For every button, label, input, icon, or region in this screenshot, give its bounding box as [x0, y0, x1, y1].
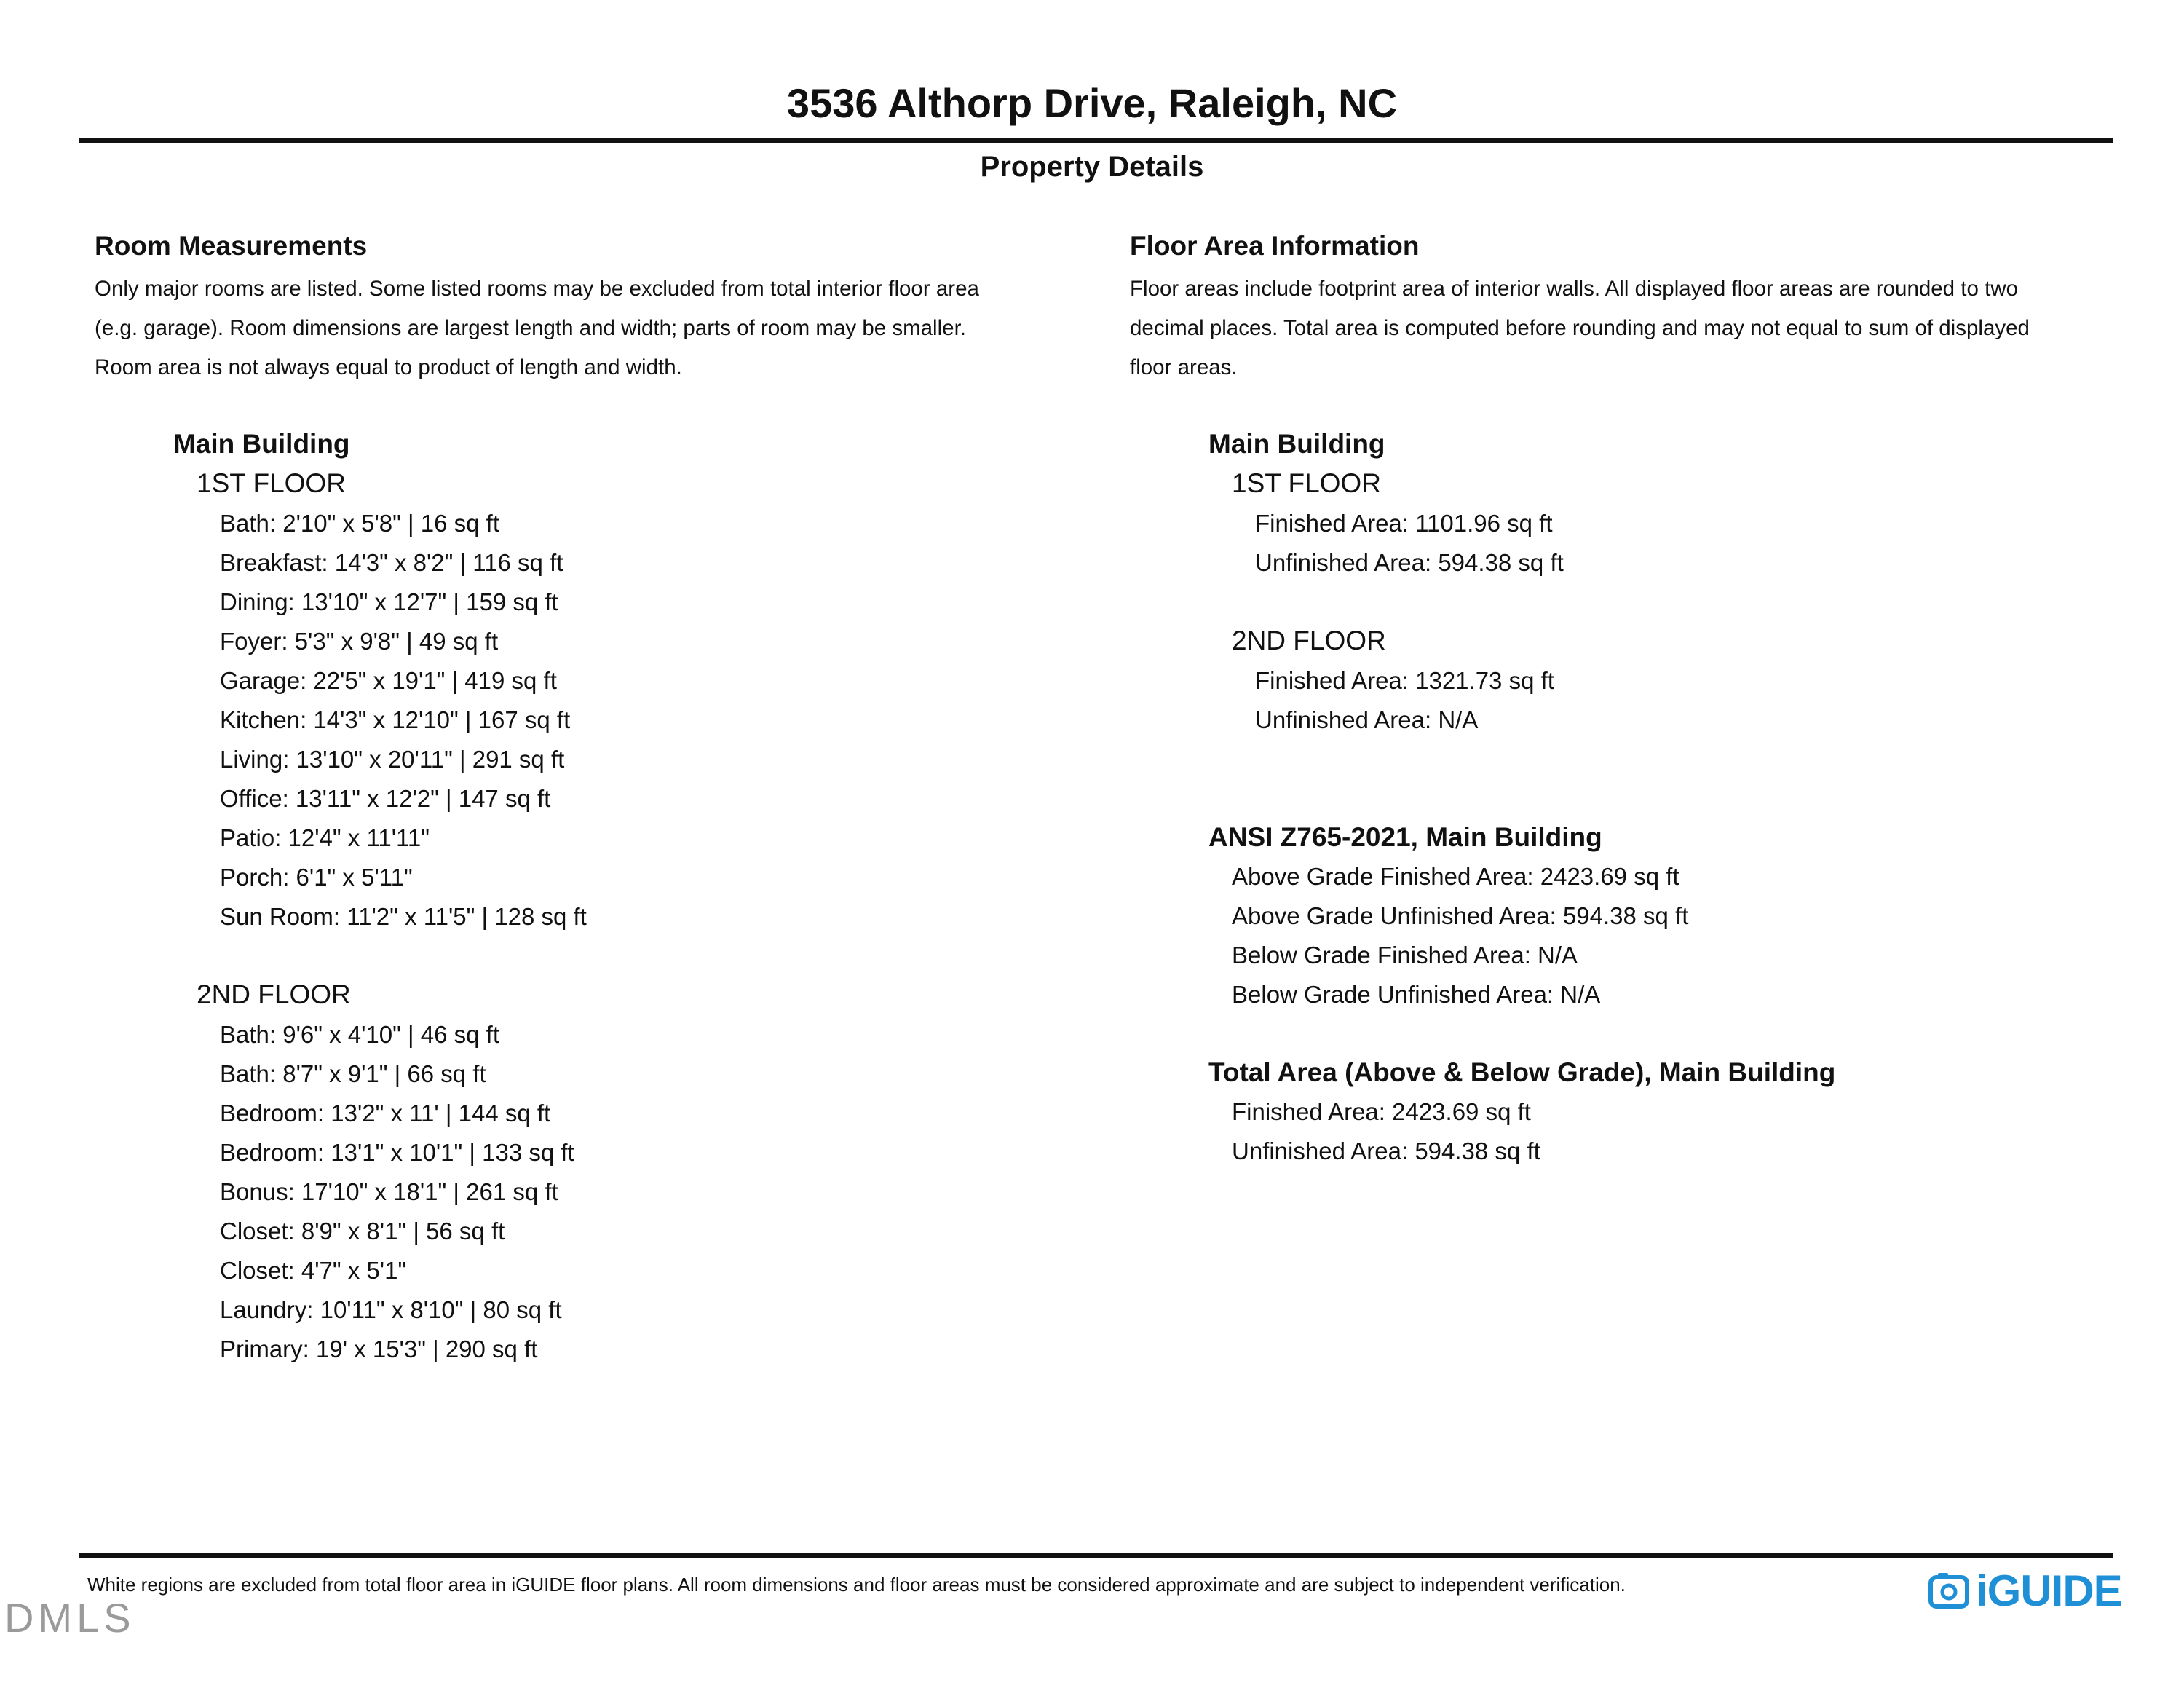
room-item: Breakfast: 14'3" x 8'2" | 116 sq ft [220, 549, 563, 576]
room-measurements-note [95, 269, 1143, 387]
area-item: Below Grade Unfinished Area: N/A [1232, 981, 1601, 1008]
note-line: (e.g. garage). Room dimensions are largest length and width; parts of room may be smaller. [95, 316, 966, 340]
room-item: Foyer: 5'3" x 9'8" | 49 sq ft [220, 628, 499, 655]
header-divider [79, 138, 2113, 143]
room-item: Living: 13'10" x 20'11" | 291 sq ft [220, 746, 565, 773]
rooms-floor-2-list [220, 1015, 574, 1369]
room-item: Closet: 4'7" x 5'1" [220, 1257, 407, 1284]
iguide-wordmark: iGUIDE [1976, 1566, 2122, 1615]
room-item: Bath: 9'6" x 4'10" | 46 sq ft [220, 1021, 499, 1048]
rooms-building-heading: Main Building [173, 429, 350, 459]
iguide-logo [1928, 1566, 2122, 1617]
note-line: Only major rooms are listed. Some listed rooms may be excluded from total interior floor area [95, 277, 979, 301]
room-item: Closet: 8'9" x 8'1" | 56 sq ft [220, 1218, 505, 1245]
area-floor-2-heading: 2ND FLOOR [1232, 626, 1386, 655]
area-item: Finished Area: 1101.96 sq ft [1255, 510, 1553, 537]
room-item: Primary: 19' x 15'3" | 290 sq ft [220, 1336, 538, 1362]
room-item: Office: 13'11" x 12'2" | 147 sq ft [220, 785, 551, 812]
area-item: Unfinished Area: 594.38 sq ft [1255, 549, 1564, 576]
note-line: Floor areas include footprint area of interior walls. All displayed floor areas are rounded to two [1130, 277, 2018, 301]
area-item: Unfinished Area: N/A [1255, 706, 1479, 733]
dmls-watermark: DMLS [4, 1595, 135, 1641]
area-floor-1-list [1255, 504, 1564, 583]
ansi-heading: ANSI Z765-2021, Main Building [1208, 822, 1602, 852]
floor-area-heading: Floor Area Information [1130, 231, 1420, 261]
area-item: Unfinished Area: 594.38 sq ft [1232, 1137, 1540, 1164]
rooms-floor-2-heading: 2ND FLOOR [197, 979, 351, 1009]
area-floor-2-list [1255, 661, 1554, 740]
page-subtitle: Property Details [980, 151, 1204, 183]
room-measurements-heading: Room Measurements [95, 231, 368, 261]
floor-area-note [1130, 269, 2178, 387]
area-item: Above Grade Unfinished Area: 594.38 sq ft [1232, 902, 1689, 929]
room-item: Garage: 22'5" x 19'1" | 419 sq ft [220, 667, 557, 694]
room-item: Bath: 8'7" x 9'1" | 66 sq ft [220, 1060, 486, 1087]
area-item: Finished Area: 1321.73 sq ft [1255, 667, 1554, 694]
footer-disclaimer: White regions are excluded from total floor area in iGUIDE floor plans. All room dimensions and floor areas must be considered approximate and are subject to independent verification. [87, 1574, 1626, 1596]
note-line: decimal places. Total area is computed before rounding and may not equal to sum of displayed [1130, 316, 2030, 340]
room-item: Laundry: 10'11" x 8'10" | 80 sq ft [220, 1296, 562, 1323]
rooms-floor-1-heading: 1ST FLOOR [197, 468, 346, 498]
room-item: Kitchen: 14'3" x 12'10" | 167 sq ft [220, 706, 571, 733]
room-item: Patio: 12'4" x 11'11" [220, 824, 430, 851]
area-item: Below Grade Finished Area: N/A [1232, 942, 1578, 969]
room-item: Bonus: 17'10" x 18'1" | 261 sq ft [220, 1178, 558, 1205]
area-building-heading: Main Building [1208, 429, 1385, 459]
total-area-list [1232, 1092, 1540, 1171]
area-item: Above Grade Finished Area: 2423.69 sq ft [1232, 863, 1679, 890]
room-item: Sun Room: 11'2" x 11'5" | 128 sq ft [220, 903, 587, 930]
footer-divider [79, 1553, 2113, 1558]
room-item: Porch: 6'1" x 5'11" [220, 864, 413, 891]
area-floor-1-heading: 1ST FLOOR [1232, 468, 1381, 498]
room-item: Bedroom: 13'2" x 11' | 144 sq ft [220, 1100, 551, 1127]
page-title: 3536 Althorp Drive, Raleigh, NC [786, 80, 1398, 126]
iguide-camera-icon [1928, 1571, 1970, 1611]
room-item: Bath: 2'10" x 5'8" | 16 sq ft [220, 510, 499, 537]
rooms-floor-1-list [220, 504, 587, 936]
total-area-heading: Total Area (Above & Below Grade), Main Building [1208, 1057, 1836, 1087]
room-item: Dining: 13'10" x 12'7" | 159 sq ft [220, 588, 558, 615]
note-line: Room area is not always equal to product of length and width. [95, 355, 682, 379]
ansi-list [1232, 857, 1688, 1014]
note-line: floor areas. [1130, 355, 1238, 379]
area-item: Finished Area: 2423.69 sq ft [1232, 1098, 1531, 1125]
room-item: Bedroom: 13'1" x 10'1" | 133 sq ft [220, 1139, 574, 1166]
